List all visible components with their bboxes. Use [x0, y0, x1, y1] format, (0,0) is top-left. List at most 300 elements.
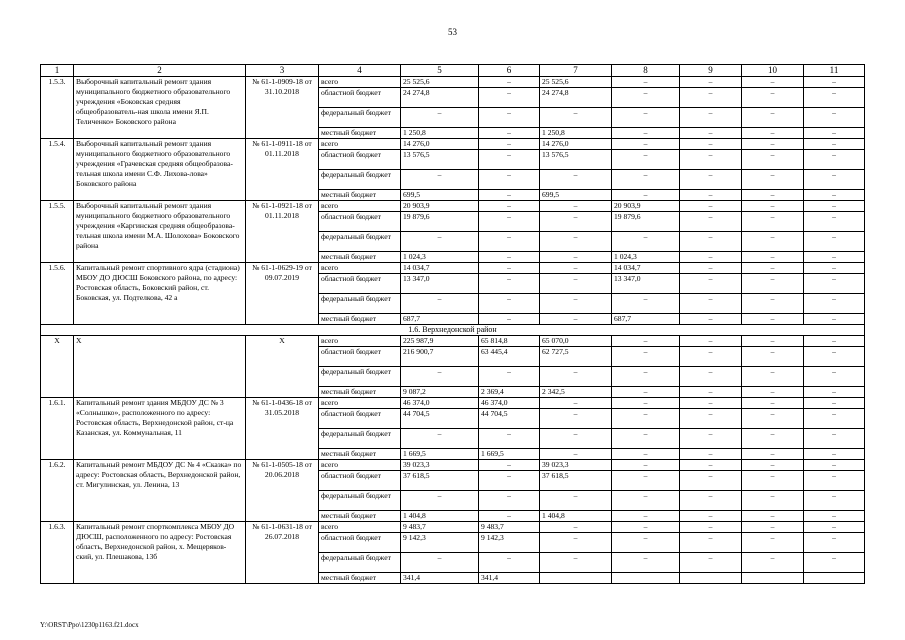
amount-cell: – — [680, 511, 742, 522]
amount-cell: 20 903,9 — [612, 201, 680, 212]
amount-cell: 20 903,9 — [401, 201, 479, 212]
amount-cell: – — [742, 77, 804, 88]
amount-cell: 225 987,9 — [401, 336, 479, 347]
amount-cell: – — [742, 449, 804, 460]
amount-cell: – — [742, 128, 804, 139]
amount-cell: – — [742, 212, 804, 232]
amount-cell — [742, 573, 804, 584]
amount-cell: – — [742, 347, 804, 367]
amount-cell: – — [612, 409, 680, 429]
amount-cell: – — [742, 387, 804, 398]
item-number: 1.5.5. — [41, 201, 74, 263]
amount-cell: 37 618,5 — [401, 471, 479, 491]
amount-cell: – — [680, 387, 742, 398]
amount-cell: 1 250,8 — [401, 128, 479, 139]
amount-cell: – — [742, 460, 804, 471]
amount-cell: – — [804, 533, 865, 553]
amount-cell: 1 404,8 — [401, 511, 479, 522]
item-number: 1.5.4. — [41, 139, 74, 201]
amount-cell: 62 727,5 — [540, 347, 612, 367]
amount-cell — [804, 573, 865, 584]
funding-source: всего — [319, 460, 401, 471]
table-row — [41, 336, 865, 347]
item-name: Капитальный ремонт спорткомплекса МБОУ ДО ДЮСШ, расположенного по адресу: Ростовская область, Верхнедонской район, х. Мещеряков-ский, ул. Плешакова, 13б — [74, 522, 246, 584]
funding-source: местный бюджет — [319, 128, 401, 139]
funding-source: местный бюджет — [319, 511, 401, 522]
funding-source: областной бюджет — [319, 471, 401, 491]
item-name: Х — [74, 336, 246, 398]
amount-cell: – — [401, 232, 479, 252]
amount-cell: – — [742, 336, 804, 347]
amount-cell: – — [742, 232, 804, 252]
amount-cell: – — [479, 77, 540, 88]
table-row — [41, 460, 865, 471]
amount-cell: – — [479, 108, 540, 128]
amount-cell: – — [804, 491, 865, 511]
table-row — [41, 263, 865, 274]
funding-source: федеральный бюджет — [319, 108, 401, 128]
amount-cell: 25 525,6 — [401, 77, 479, 88]
amount-cell: – — [680, 263, 742, 274]
amount-cell: – — [680, 212, 742, 232]
amount-cell: 37 618,5 — [540, 471, 612, 491]
amount-cell: – — [479, 429, 540, 449]
amount-cell: 1 669,5 — [479, 449, 540, 460]
amount-cell: 13 347,0 — [401, 274, 479, 294]
amount-cell: – — [612, 429, 680, 449]
amount-cell: – — [804, 336, 865, 347]
column-number: 7 — [540, 65, 612, 77]
document-ref: № 61-1-0629-19 от 09.07.2019 — [246, 263, 319, 325]
amount-cell: – — [612, 88, 680, 108]
amount-cell: – — [680, 449, 742, 460]
amount-cell: – — [612, 139, 680, 150]
amount-cell: – — [479, 150, 540, 170]
amount-cell: 687,7 — [401, 314, 479, 325]
amount-cell: – — [401, 294, 479, 314]
amount-cell: – — [680, 294, 742, 314]
amount-cell: – — [742, 190, 804, 201]
amount-cell: – — [742, 252, 804, 263]
document-ref: № 61-1-0436-18 от 31.05.2018 — [246, 398, 319, 460]
amount-cell: – — [540, 274, 612, 294]
amount-cell: – — [401, 108, 479, 128]
amount-cell: – — [680, 367, 742, 387]
funding-source: областной бюджет — [319, 88, 401, 108]
amount-cell: 44 704,5 — [479, 409, 540, 429]
amount-cell: – — [742, 314, 804, 325]
amount-cell: – — [479, 294, 540, 314]
amount-cell: – — [804, 429, 865, 449]
amount-cell: 65 814,8 — [479, 336, 540, 347]
amount-cell: – — [479, 170, 540, 190]
funding-source: местный бюджет — [319, 387, 401, 398]
amount-cell: 216 900,7 — [401, 347, 479, 367]
funding-source: всего — [319, 77, 401, 88]
amount-cell: – — [680, 491, 742, 511]
amount-cell: 46 374,0 — [479, 398, 540, 409]
amount-cell: – — [742, 294, 804, 314]
amount-cell: – — [479, 190, 540, 201]
item-number: 1.5.3. — [41, 77, 74, 139]
amount-cell: 14 034,7 — [401, 263, 479, 274]
amount-cell: 24 274,8 — [401, 88, 479, 108]
column-number: 1 — [41, 65, 74, 77]
amount-cell: – — [680, 232, 742, 252]
amount-cell: – — [680, 533, 742, 553]
section-row — [41, 325, 865, 336]
amount-cell: – — [479, 314, 540, 325]
amount-cell: 24 274,8 — [540, 88, 612, 108]
amount-cell: 9 087,2 — [401, 387, 479, 398]
amount-cell: 14 276,0 — [540, 139, 612, 150]
item-name: Капитальный ремонт МБДОУ ДС № 4 «Сказка» по адресу: Ростовская область, Верхнедонской район, ст. Мигулинская, ул. Ленина, 13 — [74, 460, 246, 522]
funding-source: местный бюджет — [319, 190, 401, 201]
funding-source: местный бюджет — [319, 449, 401, 460]
amount-cell: – — [540, 553, 612, 573]
column-number: 8 — [612, 65, 680, 77]
document-ref: № 61-1-0911-18 от 01.11.2018 — [246, 139, 319, 201]
amount-cell: – — [804, 274, 865, 294]
amount-cell: – — [612, 522, 680, 533]
amount-cell: – — [680, 252, 742, 263]
amount-cell: – — [612, 533, 680, 553]
amount-cell: 19 879,6 — [612, 212, 680, 232]
amount-cell: – — [804, 150, 865, 170]
amount-cell: – — [680, 553, 742, 573]
column-number: 4 — [319, 65, 401, 77]
amount-cell: – — [401, 553, 479, 573]
amount-cell: – — [540, 367, 612, 387]
amount-cell: 2 342,5 — [540, 387, 612, 398]
amount-cell: – — [804, 471, 865, 491]
document-ref: № 61-1-0909-18 от 31.10.2018 — [246, 77, 319, 139]
amount-cell: – — [742, 150, 804, 170]
document-ref: Х — [246, 336, 319, 398]
amount-cell: – — [680, 460, 742, 471]
section-heading-body — [41, 325, 865, 336]
funding-source: федеральный бюджет — [319, 491, 401, 511]
funding-source: областной бюджет — [319, 347, 401, 367]
amount-cell: – — [612, 190, 680, 201]
amount-cell: – — [612, 232, 680, 252]
amount-cell: – — [742, 553, 804, 573]
amount-cell: – — [742, 108, 804, 128]
amount-cell: – — [742, 263, 804, 274]
amount-cell: – — [742, 429, 804, 449]
footer-file-path: Y:\ORST\Ppo\1230p1163.f21.docx — [40, 621, 139, 629]
amount-cell: – — [804, 88, 865, 108]
amount-cell: – — [742, 139, 804, 150]
table-body-section-1-6 — [41, 336, 865, 584]
funding-source: федеральный бюджет — [319, 294, 401, 314]
amount-cell: – — [540, 212, 612, 232]
amount-cell: – — [742, 170, 804, 190]
item-name: Капитальный ремонт здания МБДОУ ДС № 3 «Солнышко», расположенного по адресу: Ростовская область, Верхнедонской район, ст-ца Казанская, ул. Коммунальная, 11 — [74, 398, 246, 460]
funding-source: всего — [319, 336, 401, 347]
amount-cell: – — [742, 491, 804, 511]
amount-cell: – — [401, 367, 479, 387]
amount-cell: – — [804, 108, 865, 128]
amount-cell: – — [680, 336, 742, 347]
column-number: 6 — [479, 65, 540, 77]
item-name: Выборочный капитальный ремонт здания муниципального бюджетного образовательного учреждения «Грачевская средняя общеобразова-тельная школа имени С.Ф. Лихова-лова» Боковского района — [74, 139, 246, 201]
amount-cell: 9 142,3 — [479, 533, 540, 553]
amount-cell: – — [804, 449, 865, 460]
amount-cell: – — [401, 491, 479, 511]
amount-cell: – — [804, 212, 865, 232]
table-row — [41, 398, 865, 409]
amount-cell: 65 070,0 — [540, 336, 612, 347]
amount-cell: – — [680, 139, 742, 150]
amount-cell: – — [680, 522, 742, 533]
amount-cell: – — [540, 170, 612, 190]
funding-source: всего — [319, 139, 401, 150]
amount-cell: – — [804, 77, 865, 88]
amount-cell: – — [540, 491, 612, 511]
amount-cell: 1 024,3 — [401, 252, 479, 263]
amount-cell: – — [540, 263, 612, 274]
amount-cell: – — [540, 409, 612, 429]
amount-cell: 14 276,0 — [401, 139, 479, 150]
amount-cell: 341,4 — [401, 573, 479, 584]
amount-cell: – — [804, 367, 865, 387]
amount-cell: – — [612, 460, 680, 471]
amount-cell: – — [804, 263, 865, 274]
amount-cell: – — [804, 387, 865, 398]
funding-source: областной бюджет — [319, 274, 401, 294]
amount-cell: – — [479, 553, 540, 573]
amount-cell: – — [612, 77, 680, 88]
amount-cell: 19 879,6 — [401, 212, 479, 232]
amount-cell: – — [540, 314, 612, 325]
amount-cell: 341,4 — [479, 573, 540, 584]
item-name: Выборочный капитальный ремонт здания муниципального бюджетного образовательного учреждения «Боковская средняя общеобразователь-ная школа имени Я.П. Теличенко» Боковского района — [74, 77, 246, 139]
amount-cell: – — [540, 252, 612, 263]
amount-cell: – — [401, 429, 479, 449]
funding-source: федеральный бюджет — [319, 170, 401, 190]
amount-cell: – — [804, 252, 865, 263]
amount-cell: – — [540, 398, 612, 409]
column-number: 10 — [742, 65, 804, 77]
funding-source: местный бюджет — [319, 314, 401, 325]
amount-cell: 1 024,3 — [612, 252, 680, 263]
document-ref: № 61-1-0921-18 от 01.11.2018 — [246, 201, 319, 263]
page-number: 53 — [448, 27, 457, 37]
item-number: 1.5.6. — [41, 263, 74, 325]
amount-cell: – — [540, 533, 612, 553]
amount-cell: 13 576,5 — [540, 150, 612, 170]
amount-cell: – — [742, 511, 804, 522]
amount-cell — [540, 573, 612, 584]
amount-cell: – — [540, 108, 612, 128]
funding-source: областной бюджет — [319, 150, 401, 170]
amount-cell: – — [612, 347, 680, 367]
amount-cell: 9 142,3 — [401, 533, 479, 553]
funding-source: всего — [319, 201, 401, 212]
table-row — [41, 201, 865, 212]
amount-cell: – — [680, 77, 742, 88]
amount-cell: – — [612, 511, 680, 522]
amount-cell: – — [680, 429, 742, 449]
amount-cell: 9 483,7 — [479, 522, 540, 533]
amount-cell: – — [680, 409, 742, 429]
amount-cell: – — [479, 367, 540, 387]
table-row — [41, 77, 865, 88]
amount-cell: – — [612, 294, 680, 314]
item-name: Капитальный ремонт спортивного ядра (стадиона) МБОУ ДО ДЮСШ Боковского района, по адресу: Ростовская область, Боковский район, ст. Боковская, ул. Подтелкова, 42 а — [74, 263, 246, 325]
amount-cell: 46 374,0 — [401, 398, 479, 409]
amount-cell: 13 347,0 — [612, 274, 680, 294]
item-name: Выборочный капитальный ремонт здания муниципального бюджетного образовательного учреждения «Каргинская средняя общеобразова-тельная школа имени М.А. Шолохова» Боковского района — [74, 201, 246, 263]
column-number: 9 — [680, 65, 742, 77]
funding-source: областной бюджет — [319, 409, 401, 429]
amount-cell: – — [742, 409, 804, 429]
amount-cell: 39 023,3 — [540, 460, 612, 471]
funding-source: всего — [319, 398, 401, 409]
amount-cell: 63 445,4 — [479, 347, 540, 367]
funding-source: местный бюджет — [319, 252, 401, 263]
amount-cell: – — [612, 128, 680, 139]
item-number: 1.6.3. — [41, 522, 74, 584]
amount-cell: – — [804, 128, 865, 139]
amount-cell: 699,5 — [401, 190, 479, 201]
amount-cell: – — [680, 170, 742, 190]
amount-cell: – — [479, 471, 540, 491]
amount-cell: – — [804, 409, 865, 429]
column-number: 5 — [401, 65, 479, 77]
budget-table — [40, 64, 865, 584]
funding-source: местный бюджет — [319, 573, 401, 584]
amount-cell: – — [612, 150, 680, 170]
amount-cell: – — [804, 522, 865, 533]
amount-cell: – — [401, 170, 479, 190]
amount-cell: – — [479, 232, 540, 252]
amount-cell: – — [479, 139, 540, 150]
amount-cell: – — [742, 88, 804, 108]
amount-cell: – — [612, 398, 680, 409]
amount-cell: – — [804, 553, 865, 573]
amount-cell: – — [804, 398, 865, 409]
table-row — [41, 522, 865, 533]
table-row — [41, 139, 865, 150]
document-ref: № 61-1-0631-18 от 26.07.2018 — [246, 522, 319, 584]
amount-cell: – — [479, 274, 540, 294]
amount-cell: – — [680, 201, 742, 212]
funding-source: федеральный бюджет — [319, 553, 401, 573]
amount-cell: – — [680, 128, 742, 139]
amount-cell: 14 034,7 — [612, 263, 680, 274]
amount-cell: – — [479, 252, 540, 263]
amount-cell: – — [680, 150, 742, 170]
amount-cell: – — [804, 190, 865, 201]
column-number: 11 — [804, 65, 865, 77]
amount-cell — [612, 573, 680, 584]
document-ref: № 61-1-0505-18 от 20.06.2018 — [246, 460, 319, 522]
funding-source: федеральный бюджет — [319, 232, 401, 252]
amount-cell: – — [540, 522, 612, 533]
amount-cell: – — [612, 170, 680, 190]
amount-cell: – — [479, 511, 540, 522]
item-number: Х — [41, 336, 74, 398]
amount-cell: – — [680, 88, 742, 108]
amount-cell: – — [612, 491, 680, 511]
amount-cell: 1 404,8 — [540, 511, 612, 522]
amount-cell: – — [804, 232, 865, 252]
amount-cell: – — [742, 201, 804, 212]
amount-cell: 1 250,8 — [540, 128, 612, 139]
amount-cell: – — [612, 387, 680, 398]
amount-cell: – — [804, 347, 865, 367]
funding-source: федеральный бюджет — [319, 429, 401, 449]
amount-cell: – — [612, 471, 680, 491]
amount-cell: – — [612, 449, 680, 460]
funding-source: федеральный бюджет — [319, 367, 401, 387]
amount-cell: – — [680, 471, 742, 491]
amount-cell: – — [540, 294, 612, 314]
amount-cell: – — [742, 533, 804, 553]
section-title: 1.6. Верхнедонской район — [41, 325, 865, 336]
amount-cell: – — [479, 88, 540, 108]
item-number: 1.6.1. — [41, 398, 74, 460]
amount-cell: – — [742, 274, 804, 294]
funding-source: областной бюджет — [319, 533, 401, 553]
item-number: 1.6.2. — [41, 460, 74, 522]
amount-cell: – — [479, 201, 540, 212]
amount-cell: – — [742, 471, 804, 491]
amount-cell: – — [680, 347, 742, 367]
amount-cell: – — [742, 398, 804, 409]
amount-cell: – — [742, 522, 804, 533]
amount-cell: – — [804, 511, 865, 522]
amount-cell: – — [479, 212, 540, 232]
amount-cell: – — [479, 128, 540, 139]
amount-cell: – — [540, 201, 612, 212]
amount-cell: 699,5 — [540, 190, 612, 201]
amount-cell: – — [804, 294, 865, 314]
amount-cell: – — [680, 398, 742, 409]
amount-cell: – — [540, 429, 612, 449]
amount-cell: – — [680, 108, 742, 128]
amount-cell: – — [680, 314, 742, 325]
amount-cell: – — [742, 367, 804, 387]
amount-cell: – — [804, 460, 865, 471]
funding-source: всего — [319, 522, 401, 533]
amount-cell: – — [804, 314, 865, 325]
amount-cell: 44 704,5 — [401, 409, 479, 429]
amount-cell: – — [804, 201, 865, 212]
amount-cell: 9 483,7 — [401, 522, 479, 533]
amount-cell: – — [612, 367, 680, 387]
column-number: 3 — [246, 65, 319, 77]
amount-cell: – — [680, 190, 742, 201]
amount-cell: – — [479, 491, 540, 511]
amount-cell: 2 369,4 — [479, 387, 540, 398]
amount-cell: 39 023,3 — [401, 460, 479, 471]
amount-cell — [680, 573, 742, 584]
amount-cell: – — [804, 139, 865, 150]
column-number-row — [41, 65, 865, 77]
amount-cell: – — [804, 170, 865, 190]
amount-cell: – — [540, 232, 612, 252]
table-body-section-1-5 — [41, 65, 865, 325]
amount-cell: – — [612, 108, 680, 128]
amount-cell: – — [680, 274, 742, 294]
amount-cell: – — [612, 336, 680, 347]
funding-source: областной бюджет — [319, 212, 401, 232]
amount-cell: – — [479, 263, 540, 274]
amount-cell: 1 669,5 — [401, 449, 479, 460]
